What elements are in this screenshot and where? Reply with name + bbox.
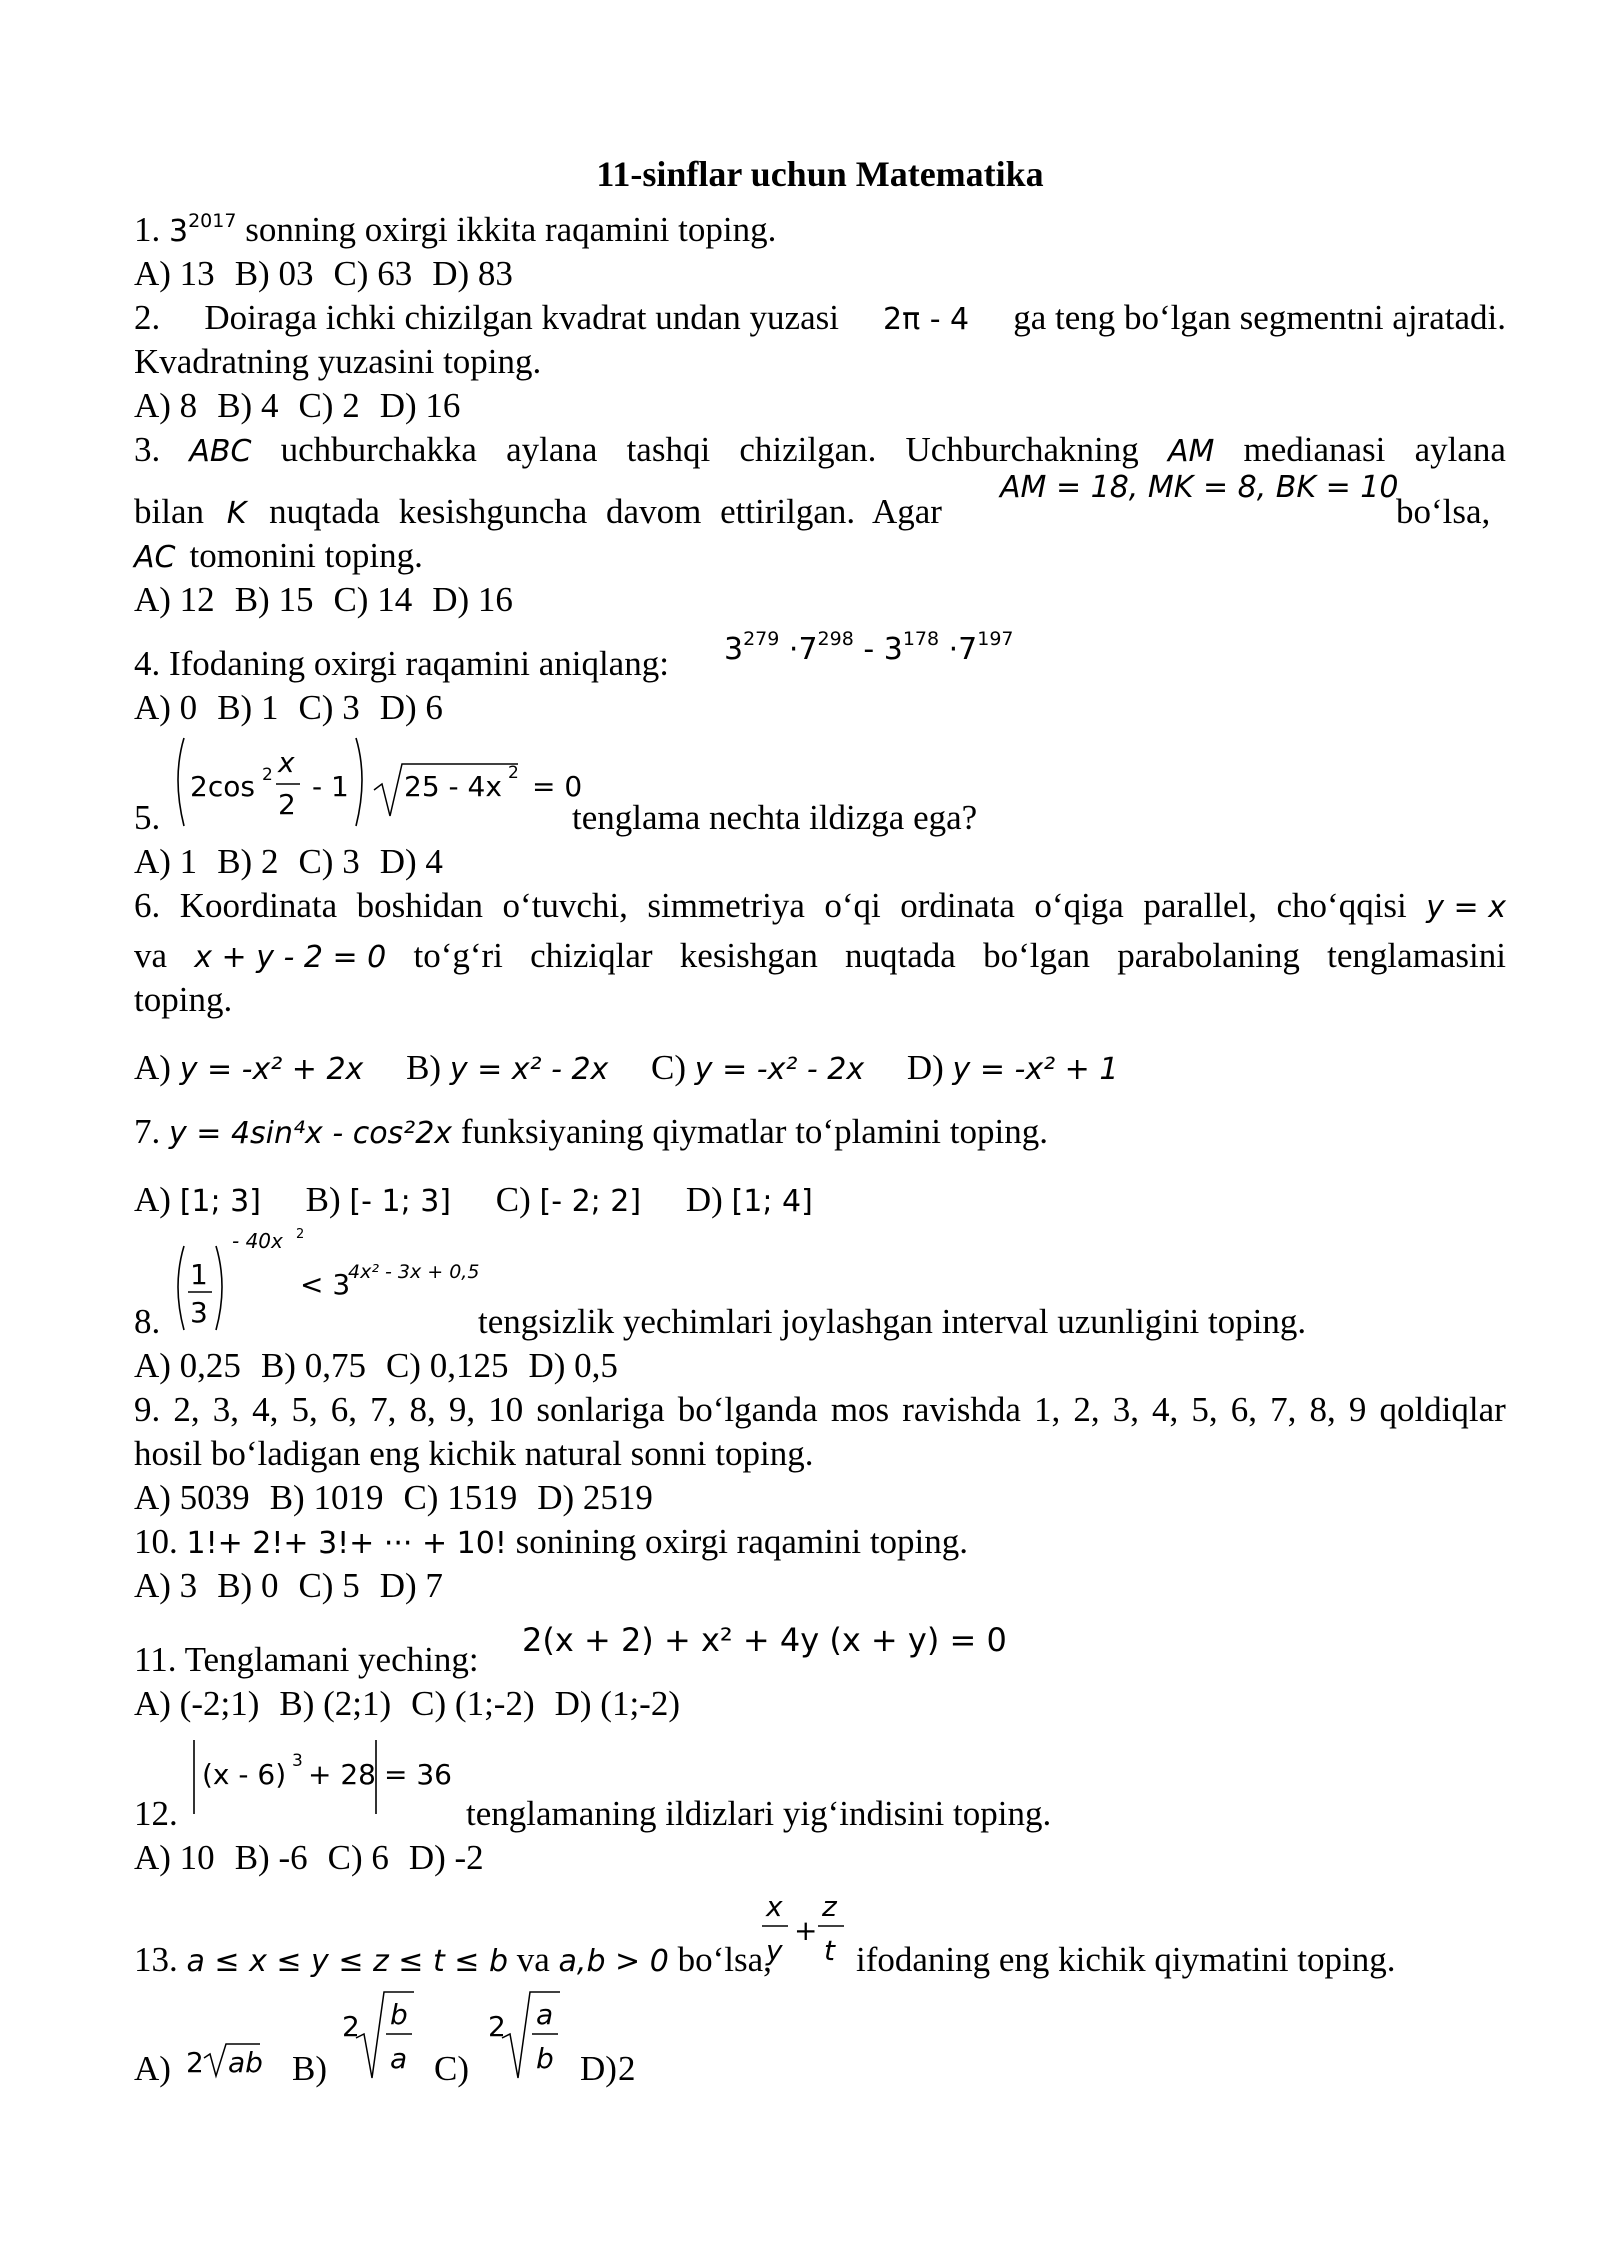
option-c: C) 3 bbox=[298, 842, 360, 881]
option-b: B) 0 bbox=[217, 1566, 279, 1605]
question-text: ga teng bo‘lgan segmentni ajratadi. bbox=[1013, 298, 1506, 337]
option-label: C) bbox=[651, 1048, 687, 1087]
word: 4, bbox=[1152, 1390, 1179, 1429]
question-5-options bbox=[134, 840, 463, 884]
word: bo‘lgan bbox=[983, 936, 1090, 975]
option-label: D) bbox=[685, 1180, 723, 1219]
question-13-text: ifodaning eng kichik qiymatini toping. bbox=[856, 1940, 1396, 1979]
svg-text:4x² - 3x + 0,5: 4x² - 3x + 0,5 bbox=[348, 1261, 480, 1283]
question-7 bbox=[134, 1110, 1048, 1156]
option-a: y = -x² + 2x bbox=[179, 1052, 364, 1087]
question-13 bbox=[134, 1938, 772, 1984]
word: mos bbox=[830, 1390, 890, 1429]
option-d: 2 bbox=[618, 2049, 636, 2088]
word: 5, bbox=[291, 1390, 318, 1429]
option-a: A) 1 bbox=[134, 842, 198, 881]
word: 2, bbox=[173, 1390, 200, 1429]
word: chiziqlar bbox=[530, 936, 653, 975]
question-number: 13. bbox=[134, 1940, 178, 1979]
option-c: C) 2 bbox=[298, 386, 360, 425]
question-8-options bbox=[134, 1344, 638, 1388]
option-a: A) 0 bbox=[134, 688, 198, 727]
question-1-options bbox=[134, 252, 533, 296]
question-4 bbox=[134, 642, 669, 686]
option-d: D) 2519 bbox=[537, 1478, 653, 1517]
option-label: B) bbox=[406, 1048, 442, 1087]
document-title: 11-sinflar uchun Matematika bbox=[596, 154, 1044, 194]
svg-text:2: 2 bbox=[262, 765, 273, 785]
option-label: B) bbox=[292, 2049, 327, 2088]
math-given-values: AM = 18, MK = 8, BK = 10 bbox=[1000, 470, 1399, 505]
word: aylana bbox=[506, 430, 598, 469]
math-condition: a,b > 0 bbox=[558, 1944, 669, 1979]
math-equation-q12 bbox=[180, 1734, 470, 1824]
question-3-options bbox=[134, 578, 533, 622]
word: 10 bbox=[488, 1390, 524, 1429]
word: sonlariga bbox=[536, 1390, 665, 1429]
option-d: D) 0,5 bbox=[528, 1346, 618, 1385]
word: Uchburchakning bbox=[905, 430, 1139, 469]
word: va bbox=[516, 1940, 550, 1979]
option-label: A) bbox=[134, 2049, 171, 2088]
svg-text:t: t bbox=[824, 1934, 835, 1967]
question-1 bbox=[134, 208, 776, 257]
word: 6, bbox=[1230, 1390, 1258, 1429]
question-2-continued: Kvadratning yuzasini toping. bbox=[134, 342, 542, 381]
question-8-text: tengsizlik yechimlari joylashgan interval uzunligini toping. bbox=[478, 1302, 1307, 1341]
word: Agar bbox=[872, 492, 942, 531]
question-number: 3. bbox=[134, 430, 161, 469]
math-expression: 1!+ 2!+ 3!+ ··· + 10! bbox=[186, 1526, 507, 1561]
word: parabolaning bbox=[1117, 936, 1300, 975]
question-text: sonining oxirgi raqamini toping. bbox=[515, 1522, 969, 1561]
math-condition: a ≤ x ≤ y ≤ z ≤ t ≤ b bbox=[186, 1944, 508, 1979]
math-power: $3^{2017}$ bbox=[169, 210, 237, 249]
question-6-line-3: toping. bbox=[134, 980, 233, 1019]
option-b: B) 2 bbox=[217, 842, 279, 881]
question-9-continued: hosil bo‘ladigan eng kichik natural sonni toping. bbox=[134, 1434, 814, 1473]
option-b: B) 03 bbox=[234, 254, 314, 293]
question-12-text: tenglamaning ildizlari yig‘indisini toping. bbox=[466, 1794, 1052, 1833]
word: 7, bbox=[1270, 1390, 1297, 1429]
question-2-options bbox=[134, 384, 480, 428]
word: ordinata bbox=[900, 886, 1015, 925]
word: 3, bbox=[212, 1390, 239, 1429]
question-5-text: tenglama nechta ildizga ega? bbox=[572, 798, 978, 837]
word: nuqtada bbox=[845, 936, 956, 975]
option-a: A) 10 bbox=[134, 1838, 215, 1877]
option-b: B) 4 bbox=[217, 386, 279, 425]
option-b-coef: 2 bbox=[342, 2010, 360, 2043]
option-b: [- 1; 3] bbox=[349, 1184, 452, 1219]
option-d: [1; 4] bbox=[731, 1184, 813, 1219]
option-a-coef: 2 bbox=[186, 2046, 204, 2079]
option-label: D) bbox=[906, 1048, 944, 1087]
question-9-options bbox=[134, 1476, 673, 1520]
svg-text:2: 2 bbox=[508, 763, 519, 783]
question-text: sonning oxirgi ikkita raqamini toping. bbox=[245, 210, 777, 249]
option-b: B) 0,75 bbox=[260, 1346, 366, 1385]
svg-text:3: 3 bbox=[190, 1296, 208, 1329]
word: nuqtada bbox=[269, 492, 380, 531]
svg-text:- 40x: - 40x bbox=[232, 1229, 283, 1253]
math-expression: 2(x + 2) + x² + 4y (x + y) = 0 bbox=[522, 1621, 1007, 1659]
word: 9, bbox=[448, 1390, 476, 1429]
word: 6, bbox=[330, 1390, 358, 1429]
word: o‘tuvchi, bbox=[502, 886, 628, 925]
option-d: D) 6 bbox=[379, 688, 443, 727]
word: 3, bbox=[1112, 1390, 1139, 1429]
option-label: A) bbox=[134, 1180, 171, 1219]
question-12-options bbox=[134, 1836, 504, 1880]
question-9 bbox=[134, 1388, 1506, 1432]
option-label: D) bbox=[580, 2049, 617, 2088]
word: 8, bbox=[1309, 1390, 1336, 1429]
math-inequality-q8 bbox=[170, 1226, 490, 1336]
word: 2, bbox=[1073, 1390, 1100, 1429]
svg-text:x: x bbox=[278, 746, 295, 779]
word: 4, bbox=[252, 1390, 279, 1429]
question-2 bbox=[134, 296, 1506, 342]
svg-text:- 1: - 1 bbox=[312, 770, 349, 803]
math-expression: 2π - 4 bbox=[883, 302, 970, 337]
word: tenglamasini bbox=[1327, 936, 1506, 975]
math-expression: y = x bbox=[1426, 890, 1506, 925]
question-7-options bbox=[134, 1178, 813, 1224]
option-a: A) 0,25 bbox=[134, 1346, 241, 1385]
question-13-options bbox=[134, 1984, 774, 2104]
question-11 bbox=[134, 1638, 479, 1682]
option-b: B) 1 bbox=[217, 688, 279, 727]
question-6 bbox=[134, 884, 1506, 930]
question-10 bbox=[134, 1520, 968, 1566]
option-a: A) 12 bbox=[134, 580, 215, 619]
word: medianasi bbox=[1243, 430, 1386, 469]
word: ettirilgan. bbox=[720, 492, 856, 531]
word: o‘qi bbox=[824, 886, 881, 925]
option-a: A) 3 bbox=[134, 1566, 198, 1605]
option-d: y = -x² + 1 bbox=[952, 1052, 1119, 1087]
question-number: 1. bbox=[134, 210, 161, 249]
question-number: 9. bbox=[134, 1390, 161, 1429]
option-c: C) (1;-2) bbox=[411, 1684, 535, 1723]
word: Koordinata bbox=[179, 886, 338, 925]
word: ravishda bbox=[902, 1390, 1021, 1429]
svg-text:(x - 6): (x - 6) bbox=[202, 1758, 287, 1791]
question-text bbox=[269, 492, 942, 531]
question-number: 11. bbox=[134, 1640, 177, 1679]
svg-text:2: 2 bbox=[278, 788, 296, 821]
option-d: D) 7 bbox=[379, 1566, 443, 1605]
option-c: y = -x² - 2x bbox=[694, 1052, 865, 1087]
math-symbol: K bbox=[226, 496, 247, 531]
option-d: D) 83 bbox=[432, 254, 513, 293]
word: tashqi bbox=[626, 430, 711, 469]
question-number: 2. bbox=[134, 298, 161, 337]
math-symbol: ABC bbox=[189, 434, 252, 469]
option-c-denominator: b bbox=[536, 2042, 554, 2075]
word: bo‘lganda bbox=[677, 1390, 818, 1429]
option-a: A) 5039 bbox=[134, 1478, 250, 1517]
word: 1, bbox=[1033, 1390, 1061, 1429]
word: chizilgan. bbox=[739, 430, 877, 469]
option-c: C) 3 bbox=[298, 688, 360, 727]
option-label: C) bbox=[495, 1180, 531, 1219]
word: 7, bbox=[370, 1390, 397, 1429]
option-c-numerator: a bbox=[536, 1998, 554, 2031]
word: bilan bbox=[134, 492, 204, 531]
question-number: 10. bbox=[134, 1522, 178, 1561]
svg-text:z: z bbox=[822, 1890, 837, 1923]
svg-text:+ 28: + 28 bbox=[308, 1758, 376, 1791]
option-a-radicand: ab bbox=[228, 2046, 263, 2079]
svg-text:= 0: = 0 bbox=[532, 770, 583, 803]
word: davom bbox=[606, 492, 702, 531]
option-d: D) 16 bbox=[432, 580, 513, 619]
word: kesishguncha bbox=[398, 492, 588, 531]
option-c: C) 63 bbox=[333, 254, 413, 293]
question-8-number: 8. bbox=[134, 1302, 161, 1341]
math-expression: y = 4sin⁴x - cos²2x bbox=[169, 1116, 453, 1151]
word: 8, bbox=[409, 1390, 436, 1429]
word: boshidan bbox=[356, 886, 484, 925]
math-expression: $3^{279} \cdot 7^{298} - 3^{178} \cdot 7^{197}$ bbox=[724, 628, 1014, 667]
option-c: C) 0,125 bbox=[385, 1346, 509, 1385]
word: cho‘qqisi bbox=[1276, 886, 1407, 925]
math-equation-q5 bbox=[170, 734, 590, 834]
question-10-options bbox=[134, 1564, 463, 1608]
question-text: Ifodaning oxirgi raqamini aniqlang: bbox=[169, 644, 669, 683]
word: o‘qiga bbox=[1034, 886, 1124, 925]
option-c: C) 14 bbox=[333, 580, 413, 619]
question-5-number: 5. bbox=[134, 798, 161, 837]
question-number: 7. bbox=[134, 1112, 161, 1151]
question-3-line-2 bbox=[134, 490, 1506, 536]
word: bo‘lsa, bbox=[677, 1940, 772, 1979]
option-b-numerator: b bbox=[390, 1998, 408, 2031]
word: kesishgan bbox=[679, 936, 818, 975]
question-number: 4. bbox=[134, 644, 161, 683]
question-12-number: 12. bbox=[134, 1794, 178, 1833]
option-c: C) 1519 bbox=[403, 1478, 518, 1517]
option-label: C) bbox=[434, 2049, 469, 2088]
option-label: A) bbox=[134, 1048, 171, 1087]
question-11-options bbox=[134, 1682, 700, 1726]
option-a: [1; 3] bbox=[179, 1184, 261, 1219]
question-text: Tenglamani yeching: bbox=[184, 1640, 479, 1679]
option-c: C) 5 bbox=[298, 1566, 360, 1605]
question-6-line-2 bbox=[134, 934, 1506, 980]
word: parallel, bbox=[1143, 886, 1258, 925]
question-text: tomonini toping. bbox=[189, 536, 423, 575]
math-symbol: AC bbox=[134, 540, 176, 575]
option-b: B) 15 bbox=[234, 580, 314, 619]
question-number: 6. bbox=[134, 886, 161, 925]
question-text: Doiraga ichki chizilgan kvadrat undan yuzasi bbox=[204, 298, 839, 337]
option-c: [- 2; 2] bbox=[539, 1184, 642, 1219]
math-fraction-sum bbox=[760, 1884, 860, 1980]
option-d: D) -2 bbox=[408, 1838, 484, 1877]
option-c: C) 6 bbox=[327, 1838, 389, 1877]
word: simmetriya bbox=[647, 886, 805, 925]
option-b: y = x² - 2x bbox=[449, 1052, 609, 1087]
option-d: D) (1;-2) bbox=[554, 1684, 680, 1723]
svg-text:25 - 4x: 25 - 4x bbox=[404, 770, 502, 803]
option-b: B) (2;1) bbox=[279, 1684, 392, 1723]
svg-text:= 36: = 36 bbox=[384, 1758, 452, 1791]
word: to‘g‘ri bbox=[413, 936, 503, 975]
option-d: D) 4 bbox=[379, 842, 443, 881]
svg-text:+: + bbox=[794, 1914, 818, 1947]
word: aylana bbox=[1414, 430, 1506, 469]
word: bo‘lsa, bbox=[1396, 492, 1491, 531]
svg-text:3: 3 bbox=[292, 1751, 303, 1771]
question-text: funksiyaning qiymatlar to‘plamini toping. bbox=[460, 1112, 1048, 1151]
option-b: B) 1019 bbox=[269, 1478, 384, 1517]
math-expression: x + y - 2 = 0 bbox=[194, 940, 387, 975]
word: qoldiqlar bbox=[1379, 1390, 1506, 1429]
question-4-options bbox=[134, 686, 463, 730]
option-b-denominator: a bbox=[390, 2042, 408, 2075]
svg-text:x: x bbox=[766, 1890, 783, 1923]
svg-text:y: y bbox=[766, 1934, 783, 1967]
word: uchburchakka bbox=[280, 430, 477, 469]
option-d: D) 16 bbox=[379, 386, 461, 425]
option-a: A) (-2;1) bbox=[134, 1684, 260, 1723]
option-b: B) -6 bbox=[234, 1838, 308, 1877]
question-6-options bbox=[134, 1046, 1118, 1092]
option-a: A) 8 bbox=[134, 386, 198, 425]
option-a: A) 13 bbox=[134, 254, 215, 293]
word: 5, bbox=[1191, 1390, 1218, 1429]
svg-text:< 3: < 3 bbox=[300, 1268, 351, 1301]
word: 9 bbox=[1348, 1390, 1367, 1429]
math-symbol: AM bbox=[1167, 434, 1215, 469]
word: va bbox=[134, 936, 168, 975]
option-label: B) bbox=[305, 1180, 341, 1219]
svg-text:1: 1 bbox=[190, 1258, 208, 1291]
question-3-line-3 bbox=[134, 534, 423, 580]
svg-text:2: 2 bbox=[296, 1227, 305, 1242]
svg-text:2cos: 2cos bbox=[190, 770, 255, 803]
option-c-coef: 2 bbox=[488, 2010, 506, 2043]
